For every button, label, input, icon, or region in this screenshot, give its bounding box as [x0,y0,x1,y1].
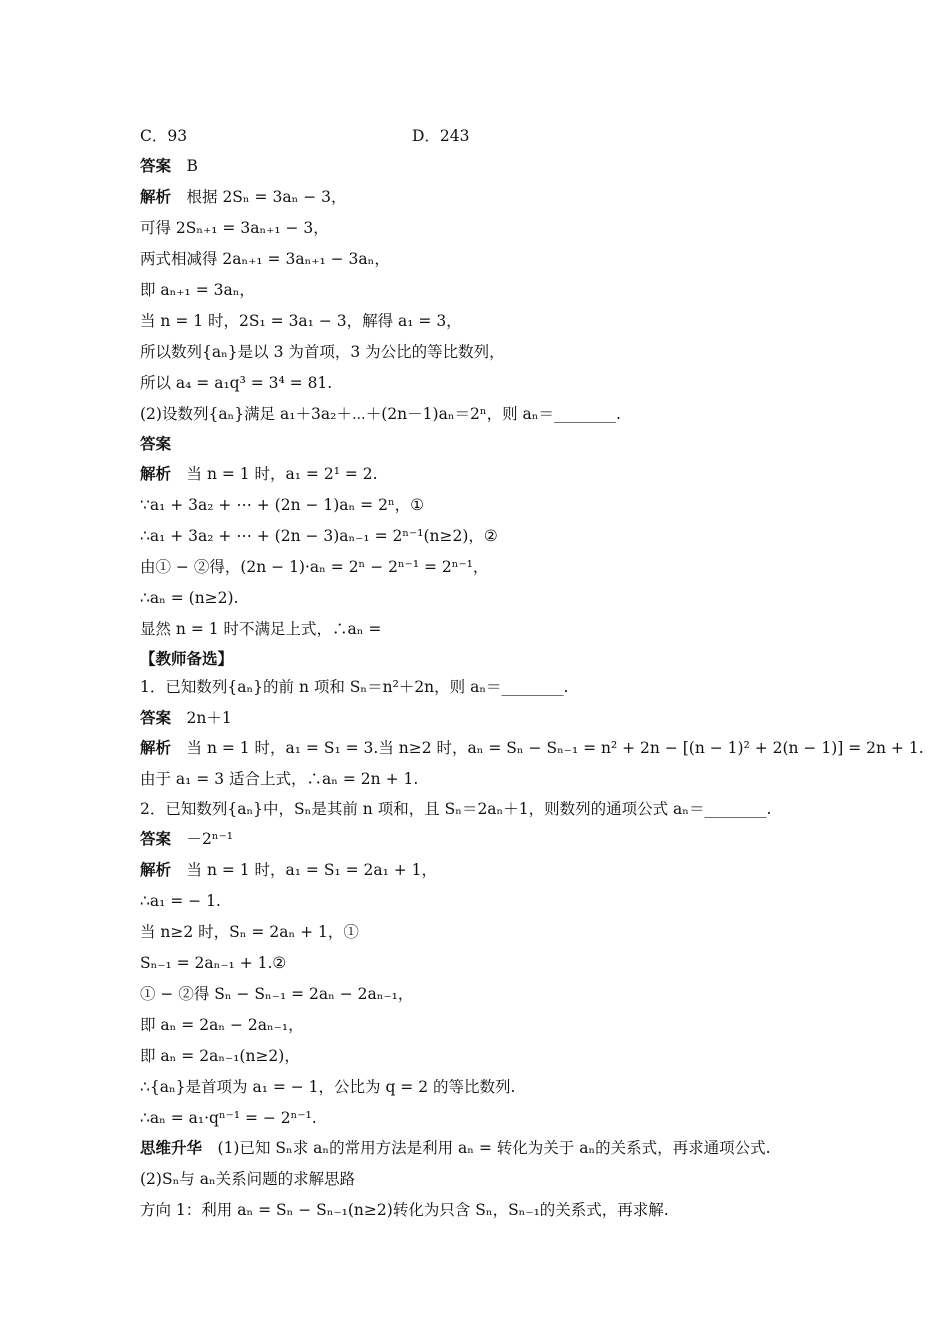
analysis-label: 解析 [140,464,172,483]
analysis-line [140,463,860,485]
text-line: 即 aₙ = 2aₙ − 2aₙ₋₁， [140,1016,304,1034]
teacher-section-label: 【教师备选】 [140,649,234,668]
text-line: ∴aₙ = (n≥2). [140,589,239,607]
analysis-line [140,186,860,208]
text-line: ∴a₁ = − 1. [140,892,221,910]
section-heading [140,648,860,670]
text-line: 即 aₙ₊₁ = 3aₙ， [140,281,255,299]
text-line: ∴{aₙ}是首项为 a₁ = − 1，公比为 q = 2 的等比数列. [140,1078,516,1096]
text-line: ① − ②得 Sₙ − Sₙ₋₁ = 2aₙ − 2aₙ₋₁， [140,985,414,1003]
analysis-label: 解析 [140,860,172,879]
text-line: ∴a₁ + 3a₂ + ⋯ + (2n − 3)aₙ₋₁ = 2ⁿ⁻¹(n≥2)，② [140,527,498,545]
analysis-text: 当 n = 1 时，a₁ = S₁ = 3.当 n≥2 时，aₙ = Sₙ − Sₙ₋₁ = n² + 2n − [(n − 1)² + 2(n − 1)] = 2n + 1. [171,739,924,757]
question-line: 1．已知数列{aₙ}的前 n 项和 Sₙ＝n²＋2n，则 aₙ＝________. [140,678,569,696]
answer-label: 答案 [140,434,172,453]
text-line: 可得 2Sₙ₊₁ = 3aₙ₊₁ − 3， [140,219,329,237]
summary-text: (1)已知 Sₙ求 aₙ的常用方法是利用 aₙ = 转化为关于 aₙ的关系式，再求通项公式. [202,1139,771,1157]
summary-label: 思维升华 [140,1138,203,1157]
answer-text: 2n＋1 [171,709,232,727]
answer-label: 答案 [140,708,172,727]
answer-line [140,828,860,850]
answer-line [140,707,860,729]
answer-text: －2ⁿ⁻¹ [171,830,233,848]
text-line: ∴aₙ = a₁·qⁿ⁻¹ = − 2ⁿ⁻¹. [140,1109,317,1127]
analysis-label: 解析 [140,187,172,206]
question-line: 2．已知数列{aₙ}中，Sₙ是其前 n 项和，且 Sₙ＝2aₙ＋1，则数列的通项公式 aₙ＝________. [140,800,772,818]
analysis-line [140,859,860,881]
answer-line [140,155,860,177]
text-line: 方向 1：利用 aₙ = Sₙ − Sₙ₋₁(n≥2)转化为只含 Sₙ，Sₙ₋₁的关系式，再求解. [140,1201,669,1219]
text-line: 由于 a₁ = 3 适合上式，∴aₙ = 2n + 1. [140,770,419,788]
answer-label: 答案 [140,156,172,175]
text-line: 当 n = 1 时，2S₁ = 3a₁ − 3，解得 a₁ = 3， [140,312,462,330]
text-line: 所以数列{aₙ}是以 3 为首项，3 为公比的等比数列， [140,343,505,361]
text-line: 显然 n = 1 时不满足上式，∴aₙ = [140,620,382,638]
answer-line [140,433,860,455]
analysis-line [140,737,924,759]
analysis-text: 当 n = 1 时，a₁ = 2¹ = 2. [171,465,378,483]
options-line [140,125,860,147]
text-line: 所以 a₄ = a₁q³ = 3⁴ = 81. [140,374,333,392]
text-line: ∵a₁ + 3a₂ + ⋯ + (2n − 1)aₙ = 2ⁿ，① [140,496,425,514]
question-line: (2)设数列{aₙ}满足 a₁＋3a₂＋⋯＋(2n－1)aₙ＝2ⁿ，则 aₙ＝________. [140,405,621,423]
text-line: Sₙ₋₁ = 2aₙ₋₁ + 1.② [140,954,287,972]
text-line: (2)Sₙ与 aₙ关系问题的求解思路 [140,1170,356,1188]
answer-label: 答案 [140,829,172,848]
option-d: D．243 [412,127,470,145]
answer-text: B [171,157,198,175]
analysis-text: 当 n = 1 时，a₁ = S₁ = 2a₁ + 1， [171,861,438,879]
summary-line [140,1137,860,1159]
option-c: C．93 [140,127,188,145]
text-line: 当 n≥2 时，Sₙ = 2aₙ + 1，① [140,923,359,941]
analysis-text: 根据 2Sₙ = 3aₙ − 3， [171,188,347,206]
text-line: 两式相减得 2aₙ₊₁ = 3aₙ₊₁ − 3aₙ， [140,250,390,268]
analysis-label: 解析 [140,738,172,757]
text-line: 即 aₙ = 2aₙ₋₁(n≥2)， [140,1047,300,1065]
text-line: 由① − ②得，(2n − 1)·aₙ = 2ⁿ − 2ⁿ⁻¹ = 2ⁿ⁻¹， [140,558,489,576]
